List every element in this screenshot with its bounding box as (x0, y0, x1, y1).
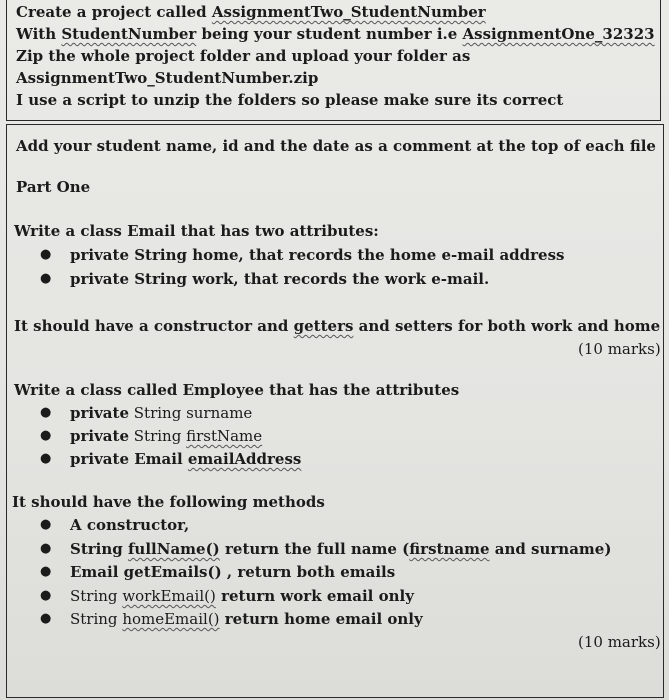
method-desc: return home email only (219, 610, 423, 628)
req-text: and setters for both work and home (353, 317, 661, 335)
bullet-dot-icon: ● (40, 405, 52, 420)
method-type: String (70, 610, 123, 628)
getters-term: getters (293, 317, 354, 335)
method-type: Email (70, 563, 124, 581)
zip-filename: AssignmentTwo_StudentNumber.zip (16, 69, 319, 87)
modifier: private (70, 427, 129, 445)
marks-label-1: (10 marks) (578, 340, 661, 358)
attr-name: emailAddress (187, 450, 302, 468)
method-name: workEmail() (122, 587, 216, 605)
header-line-1 (16, 3, 486, 21)
method-desc: return work email only (215, 587, 414, 605)
method-name: fullName() (127, 540, 220, 558)
employee-attr-surname (70, 404, 252, 422)
method-constructor: A constructor, (70, 516, 190, 534)
header-line-2 (16, 25, 655, 43)
comment-note: Add your student name, id and the date as a comment at the top of each file (16, 137, 656, 155)
example-name: AssignmentOne_32323 (462, 25, 655, 43)
email-requirements (14, 317, 660, 335)
method-name: homeEmail() (122, 610, 220, 628)
method-fullname (70, 540, 611, 558)
attr-text: Email (129, 450, 188, 468)
bullet-dot-icon: ● (40, 271, 52, 286)
bullet-dot-icon: ● (40, 517, 52, 532)
bullet-dot-icon: ● (40, 451, 52, 466)
modifier: private (70, 404, 129, 422)
employee-attr-firstname (70, 427, 262, 445)
attr-text: String surname (129, 404, 253, 422)
email-attr-work: private String work, that records the work e-mail. (70, 270, 490, 288)
header-text: With (16, 25, 62, 43)
employee-class-intro: Write a class called Employee that has the attributes (14, 381, 460, 399)
method-getemails (70, 563, 395, 581)
student-number-term: StudentNumber (61, 25, 197, 43)
method-desc: , return both emails (221, 563, 396, 581)
attr-name: firstName (186, 427, 263, 445)
method-desc: return the full name ( (219, 540, 410, 558)
header-text: Create a project called (16, 3, 212, 21)
method-name: getEmails() (123, 563, 222, 581)
method-desc: and surname) (489, 540, 612, 558)
bullet-dot-icon: ● (40, 588, 52, 603)
bullet-dot-icon: ● (40, 611, 52, 626)
part-title: Part One (16, 178, 91, 196)
methods-intro: It should have the following methods (12, 493, 325, 511)
attr-text: String (129, 427, 187, 445)
marks-label-2: (10 marks) (578, 633, 661, 651)
header-text: being your student number i.e (196, 25, 463, 43)
header-line-3: Zip the whole project folder and upload your folder as (16, 47, 471, 65)
req-text: It should have a constructor and (14, 317, 294, 335)
employee-attr-email (70, 450, 301, 468)
project-name: AssignmentTwo_StudentNumber (211, 3, 486, 21)
bullet-dot-icon: ● (40, 541, 52, 556)
email-class-intro: Write a class Email that has two attributes: (14, 222, 379, 240)
method-type: String (70, 587, 123, 605)
firstname-term: firstname (409, 540, 490, 558)
modifier: private (70, 450, 129, 468)
method-homeemail (70, 610, 423, 628)
bullet-dot-icon: ● (40, 428, 52, 443)
bullet-dot-icon: ● (40, 564, 52, 579)
bullet-dot-icon: ● (40, 247, 52, 262)
method-type: String (70, 540, 128, 558)
method-workemail (70, 587, 414, 605)
email-attr-home: private String home, that records the home e-mail address (70, 246, 565, 264)
header-line-5: I use a script to unzip the folders so please make sure its correct (16, 91, 564, 109)
